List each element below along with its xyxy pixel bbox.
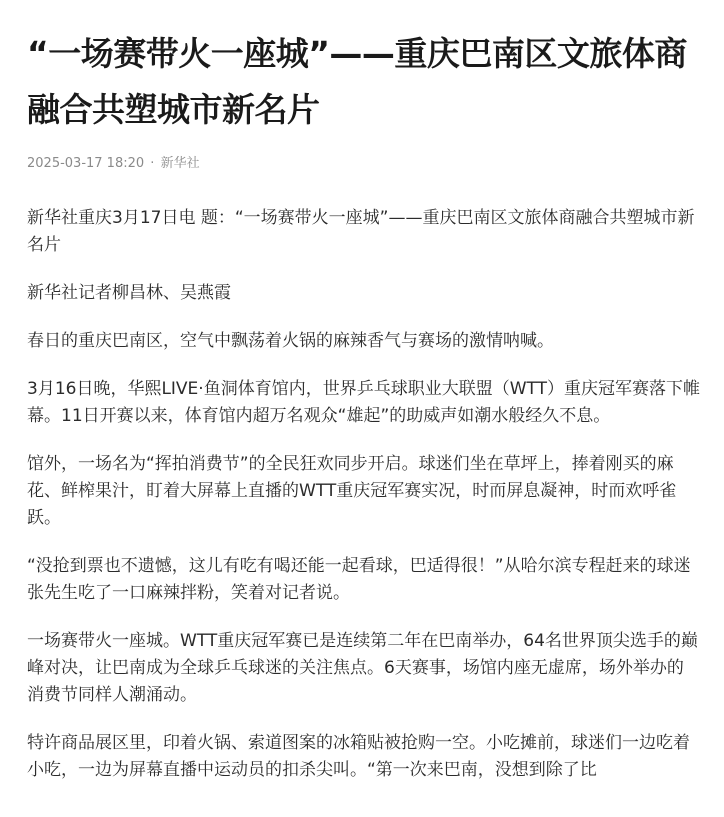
paragraph: 馆外，一场名为“挥拍消费节”的全民狂欢同步开启。球迷们坐在草坪上，捧着刚买的麻花、鲜榨果汁，盯着大屏幕上直播的WTT重庆冠军赛实况，时而屏息凝神，时而欢呼雀跃。 — [27, 454, 677, 528]
article-source: 新华社 — [160, 156, 200, 171]
article-body — [27, 205, 700, 784]
paragraph: 3月16日晚，华熙LIVE·鱼洞体育馆内，世界乒乓球职业大联盟（WTT）重庆冠军赛落下帷幕。11日开赛以来，体育馆内超万名观众“雄起”的助威声如潮水般经久不息。 — [27, 379, 700, 426]
paragraph-quote: “没抢到票也不遗憾，这儿有吃有喝还能一起看球，巴适得很！”从哈尔滨专程赶来的球迷张先生吃了一口麻辣拌粉，笑着对记者说。 — [27, 556, 691, 603]
article-meta — [27, 154, 700, 174]
paragraph: 一场赛带火一座城。WTT重庆冠军赛已是连续第二年在巴南举办，64名世界顶尖选手的巅峰对决，让巴南成为全球乒乓球迷的关注焦点。6天赛事，场馆内座无虚席，场外举办的消费节同样人潮涌动。 — [27, 631, 698, 705]
paragraph: 春日的重庆巴南区，空气中飘荡着火锅的麻辣香气与赛场的激情呐喊。 — [27, 331, 554, 351]
paragraph: 特许商品展区里，印着火锅、索道图案的冰箱贴被抢购一空。小吃摊前，球迷们一边吃着小吃，一边为屏幕直播中运动员的扣杀尖叫。“第一次来巴南，没想到除了比 — [27, 733, 690, 780]
article-title: “一场赛带火一座城”——重庆巴南区文旅体商融合共塑城市新名片 — [27, 34, 687, 129]
publish-date: 2025-03-17 18:20 — [27, 156, 145, 171]
bottom-fade — [0, 787, 724, 817]
paragraph-byline: 新华社记者柳昌林、吴燕霞 — [27, 283, 231, 303]
meta-separator: · — [150, 156, 155, 171]
paragraph-dateline: 新华社重庆3月17日电 题：“一场赛带火一座城”——重庆巴南区文旅体商融合共塑城市新名片 — [27, 208, 695, 255]
